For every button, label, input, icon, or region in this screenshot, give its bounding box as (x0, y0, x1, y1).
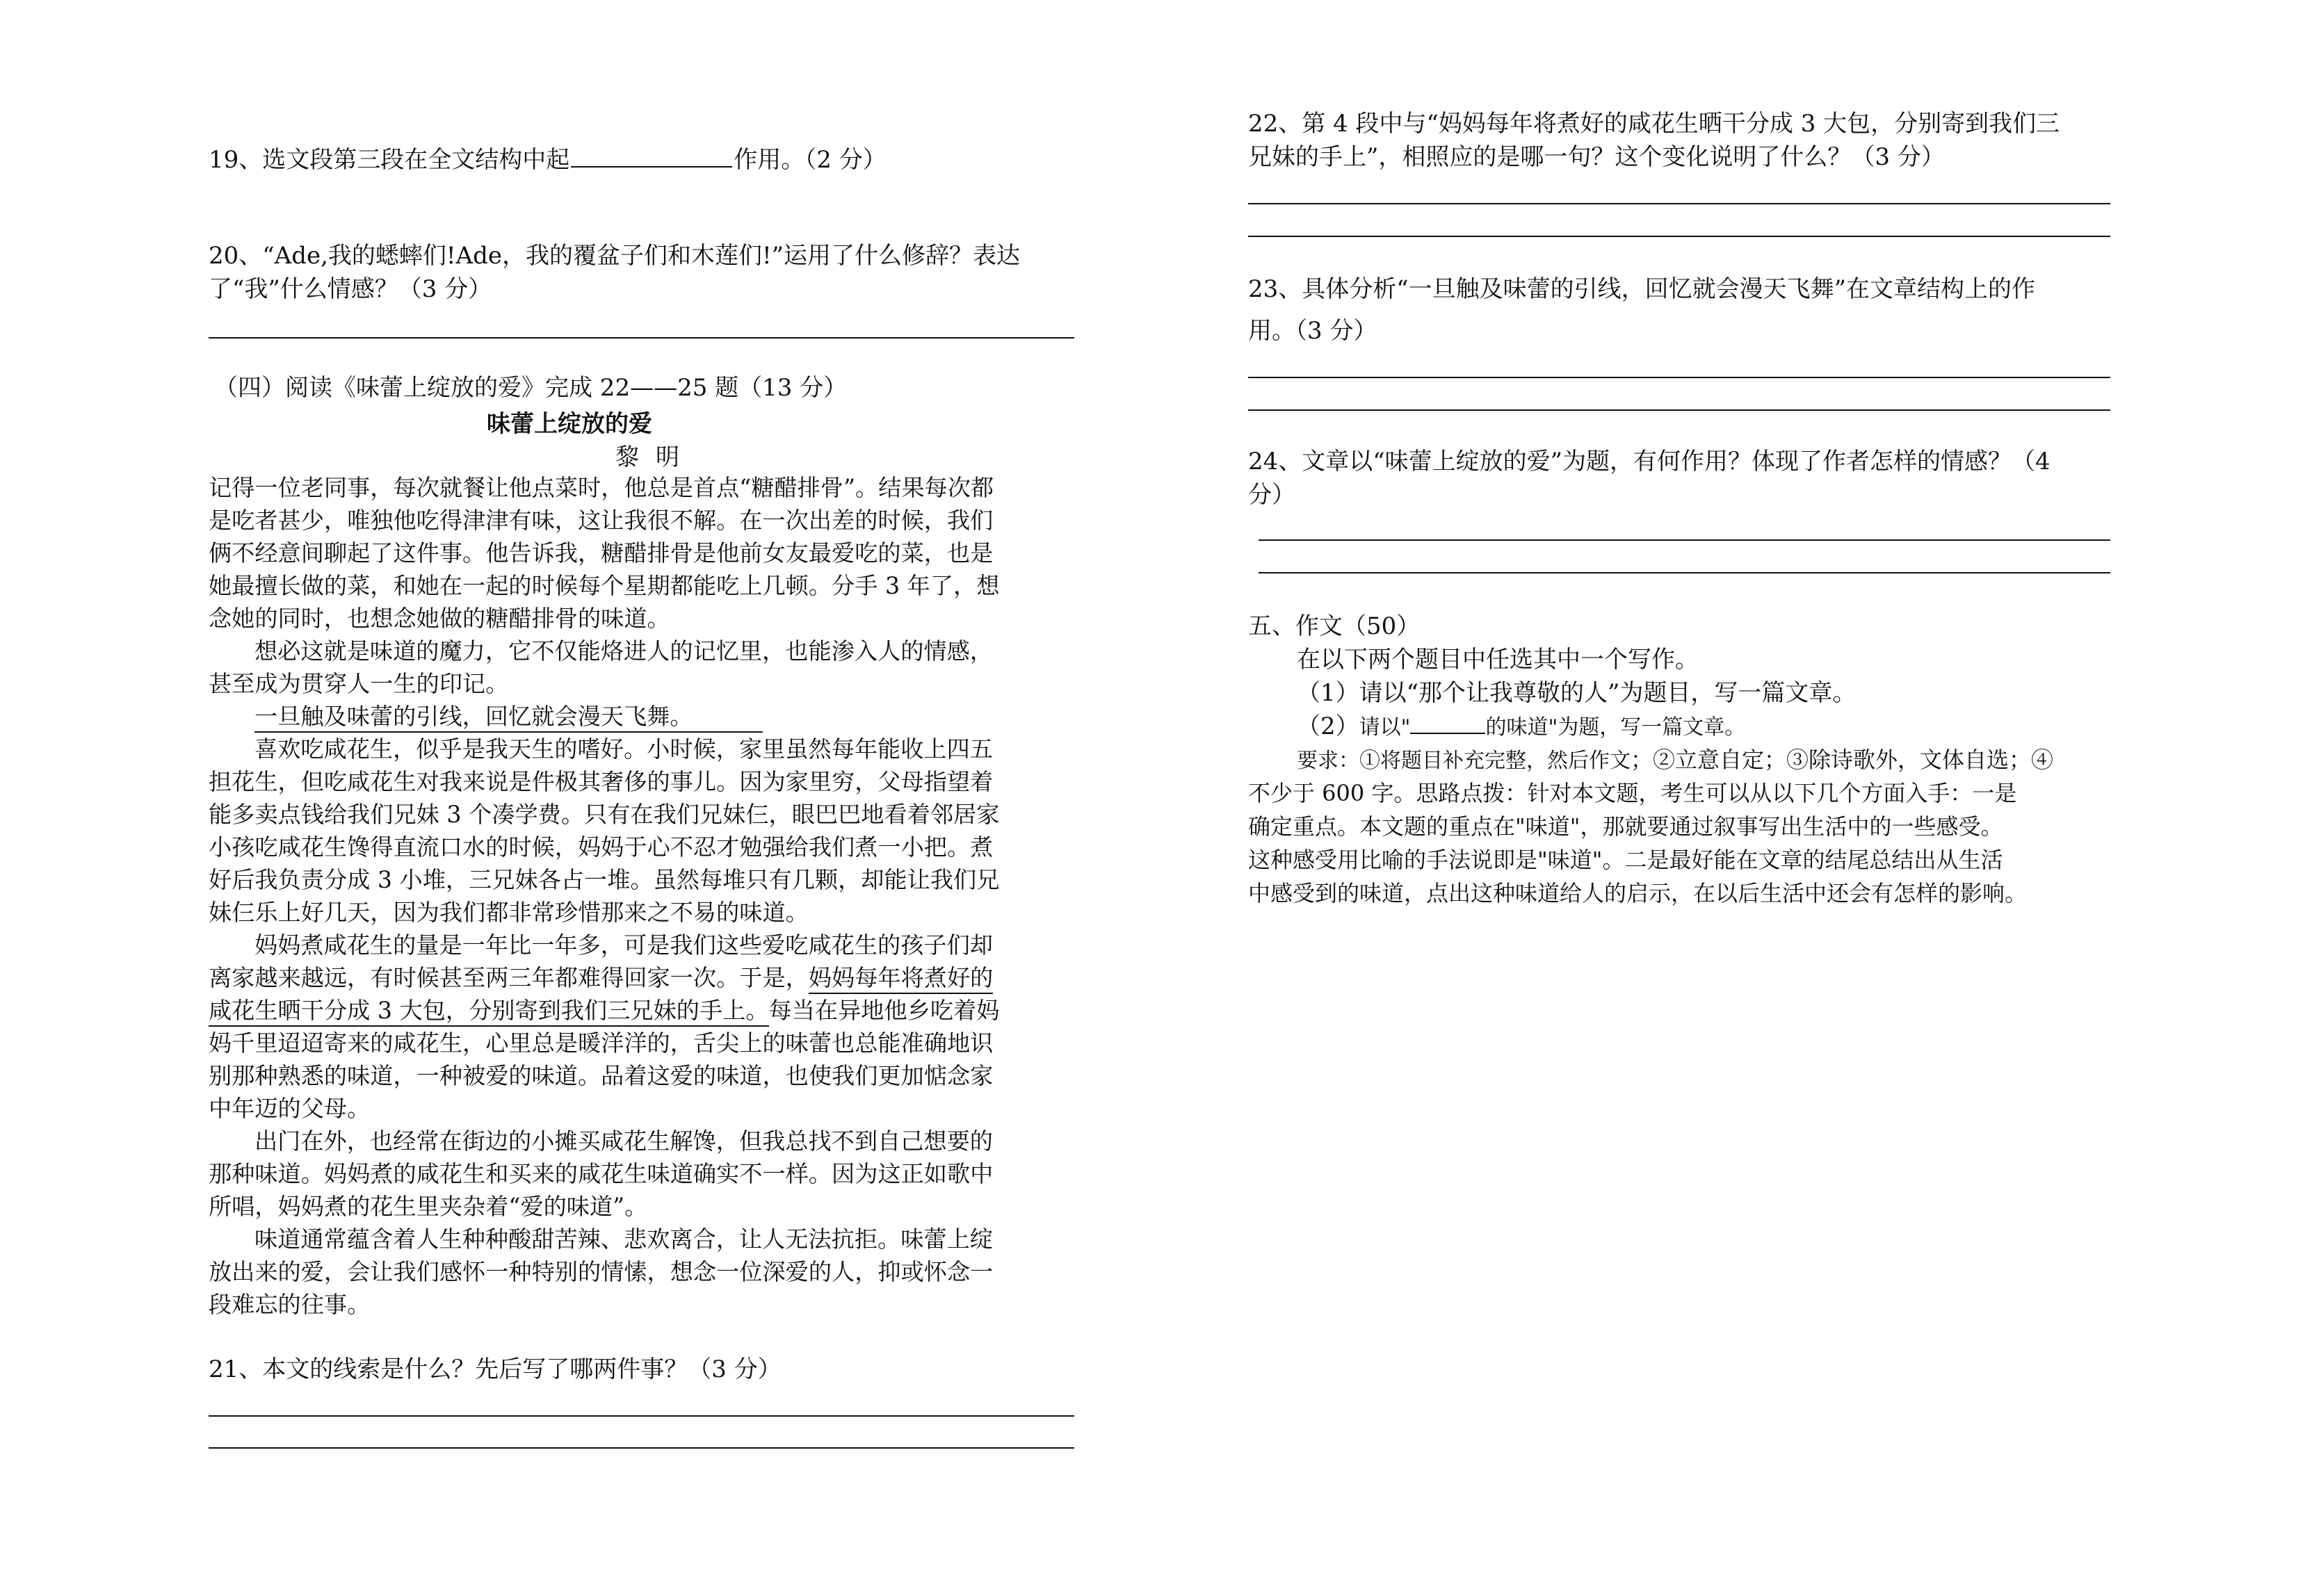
essay-topic-1: （1）请以“那个让我尊敬的人”为题目，写一篇文章。 (1297, 679, 1857, 707)
requirement-1: ①将题目补充完整，然后作文 (1359, 749, 1631, 773)
topic-blank[interactable] (1410, 715, 1485, 734)
p6-line: 出门在外，也经常在街边的小摊买咸花生解馋，但我总找不到自己想要的 (254, 1127, 993, 1155)
question-19 (209, 142, 887, 177)
question-23-line1: 23、具体分析“一旦触及味蕾的引线，回忆就会漫天飞舞”在文章结构上的作 (1248, 275, 2036, 303)
answer-line-22[interactable] (1248, 203, 2110, 204)
answer-line-23[interactable] (1248, 409, 2110, 411)
p7-line: 味道通常蕴含着人生种种酸甜苦辣、悲欢离合，让人无法抗拒。味蕾上绽 (254, 1226, 993, 1253)
p1-line: 她最擅长做的菜，和她在一起的时候每个星期都能吃上几顿。分手 3 年了，想 (209, 572, 1000, 599)
requirements-line: 这种感受用比喻的手法说即是"味道"。二是最好能在文章的结尾总结出从生活 (1248, 847, 2003, 873)
essay-topic-2-text: 的味道"为题，写一篇文章。 (1485, 715, 1746, 740)
p1-line: 是吃者甚少，唯独他吃得津津有味，这让我很不解。在一次出差的时候，我们 (209, 507, 994, 534)
answer-blank-19[interactable] (571, 142, 732, 168)
question-19-suffix: 作用。（2 分） (734, 146, 887, 174)
p2-line: 想必这就是味道的魔力，它不仅能烙进人的记忆里，也能渗入人的情感， (254, 637, 993, 665)
section-4-heading: （四）阅读《味蕾上绽放的爱》完成 22——25 题（13 分） (214, 374, 848, 402)
p5-line (209, 994, 999, 1027)
underlined-sentence: 一旦触及味蕾的引线，回忆就会漫天飞舞。 (254, 703, 763, 733)
article-title: 味蕾上绽放的爱 (487, 410, 652, 438)
requirements-label: 要求： (1297, 749, 1359, 773)
p4-line: 能多卖点钱给我们兄妹 3 个凑学费。只有在我们兄妹仨，眼巴巴地看着邻居家 (209, 801, 1000, 828)
p6-line: 那种味道。妈妈煮的咸花生和买来的咸花生味道确实不一样。因为这正如歌中 (209, 1160, 994, 1187)
p5-text: 离家越来越远，有时候甚至两三年都难得回家一次。于是， (209, 964, 809, 991)
answer-line-21[interactable] (209, 1415, 1074, 1417)
answer-line-20[interactable] (209, 337, 1074, 339)
question-24-line1: 24、文章以“味蕾上绽放的爱”为题，有何作用？体现了作者怎样的情感？（4 (1248, 448, 2051, 475)
p4-line: 妹仨乐上好几天，因为我们都非常珍惜那来之不易的味道。 (209, 899, 809, 926)
p3-line (209, 700, 999, 733)
question-22-line2: 兄妹的手上”，相照应的是哪一句？这个变化说明了什么？（3 分） (1248, 143, 1945, 171)
question-21: 21、本文的线索是什么？先后写了哪两件事？（3 分） (209, 1355, 782, 1383)
p4-line: 小孩吃咸花生馋得直流口水的时候，妈妈于心不忍才勉强给我们煮一小把。煮 (209, 833, 994, 861)
p5-line: 妈千里迢迢寄来的咸花生，心里总是暖洋洋的，舌尖上的味蕾也总能准确地识 (209, 1029, 994, 1057)
question-24-line2: 分） (1248, 481, 1295, 509)
p7-line: 放出来的爱，会让我们感怀一种特别的情愫，想念一位深爱的人，抑或怀念一 (209, 1258, 994, 1285)
p5-text: 每当在异地他乡吃着妈 (768, 997, 1000, 1024)
p7-line: 段难忘的往事。 (209, 1291, 371, 1318)
p1-line: 俩不经意间聊起了这件事。他告诉我，糖醋排骨是他前女友最爱吃的菜，也是 (209, 539, 994, 567)
p1-line: 记得一位老同事，每次就餐让他点菜时，他总是首点“糖醋排骨”。结果每次都 (209, 474, 994, 501)
underlined-sentence: 妈妈每年将煮好的 (809, 964, 994, 994)
answer-line-21[interactable] (209, 1447, 1074, 1449)
p4-line: 担花生，但吃咸花生对我来说是件极其奢侈的事儿。因为家里穷，父母指望着 (209, 768, 994, 795)
p5-line: 妈妈煮咸花生的量是一年比一年多，可是我们这些爱吃咸花生的孩子们却 (254, 931, 993, 959)
question-22-line1: 22、第 4 段中与“妈妈每年将煮好的咸花生晒干分成 3 大包，分别寄到我们三 (1248, 110, 2060, 138)
answer-line-24[interactable] (1259, 539, 2110, 541)
requirements-line: 确定重点。本文题的重点在"味道"，那就要通过叙事写出生活中的一些感受。 (1248, 813, 2003, 840)
p4-line: 喜欢吃咸花生，似乎是我天生的嗜好。小时候，家里虽然每年能收上四五 (254, 735, 993, 763)
p6-line: 所唱，妈妈煮的花生里夹杂着“爱的味道”。 (209, 1193, 648, 1220)
question-20-line1: 20、“Ade,我的蟋蟀们!Ade，我的覆盆子们和木莲们!”运用了什么修辞？表达 (209, 242, 1021, 270)
p5-line (209, 961, 999, 994)
p5-line: 别那种熟悉的味道，一种被爱的味道。品着这爱的味道，也使我们更加惦念家 (209, 1062, 994, 1089)
answer-line-24[interactable] (1259, 572, 2110, 573)
requirement-2-4: ；②立意自定；③除诗歌外，文体自选；④ (1631, 747, 2054, 773)
essay-topic-2-text: 请以" (1359, 715, 1411, 740)
answer-line-23[interactable] (1248, 377, 2110, 378)
section-5-heading: 五、作文（50） (1248, 612, 1421, 640)
question-19-text: 19、选文段第三段在全文结构中起 (209, 146, 570, 174)
requirements-line (1297, 743, 2053, 778)
p4-line: 好后我负责分成 3 小堆，三兄妹各占一堆。虽然每堆只有几颗，却能让我们兄 (209, 866, 1000, 893)
answer-line-22[interactable] (1248, 236, 2110, 237)
article-body (209, 471, 999, 1321)
article-author: 黎明 (615, 443, 696, 471)
requirements-line: 不少于 600 字。思路点拨：针对本文题，考生可以从以下几个方面入手：一是 (1248, 780, 2017, 806)
requirements-line: 中感受到的味道，点出这种味道给人的启示，在以后生活中还会有怎样的影响。 (1248, 880, 2028, 906)
p2-line: 甚至成为贯穿人一生的印记。 (209, 670, 509, 697)
question-20-line2: 了“我”什么情感？（3 分） (209, 275, 492, 303)
essay-topic-2 (1297, 710, 1745, 744)
essay-intro: 在以下两个题目中任选其中一个写作。 (1297, 646, 1699, 674)
p1-line: 念她的同时，也想念她做的糖醋排骨的味道。 (209, 605, 670, 632)
question-23-line2: 用。（3 分） (1248, 317, 1377, 345)
p5-line: 中年迈的父母。 (209, 1095, 371, 1122)
essay-topic-2-number: （2） (1297, 712, 1359, 740)
underlined-sentence: 咸花生晒干分成 3 大包，分别寄到我们三兄妹的手上。 (209, 997, 769, 1027)
